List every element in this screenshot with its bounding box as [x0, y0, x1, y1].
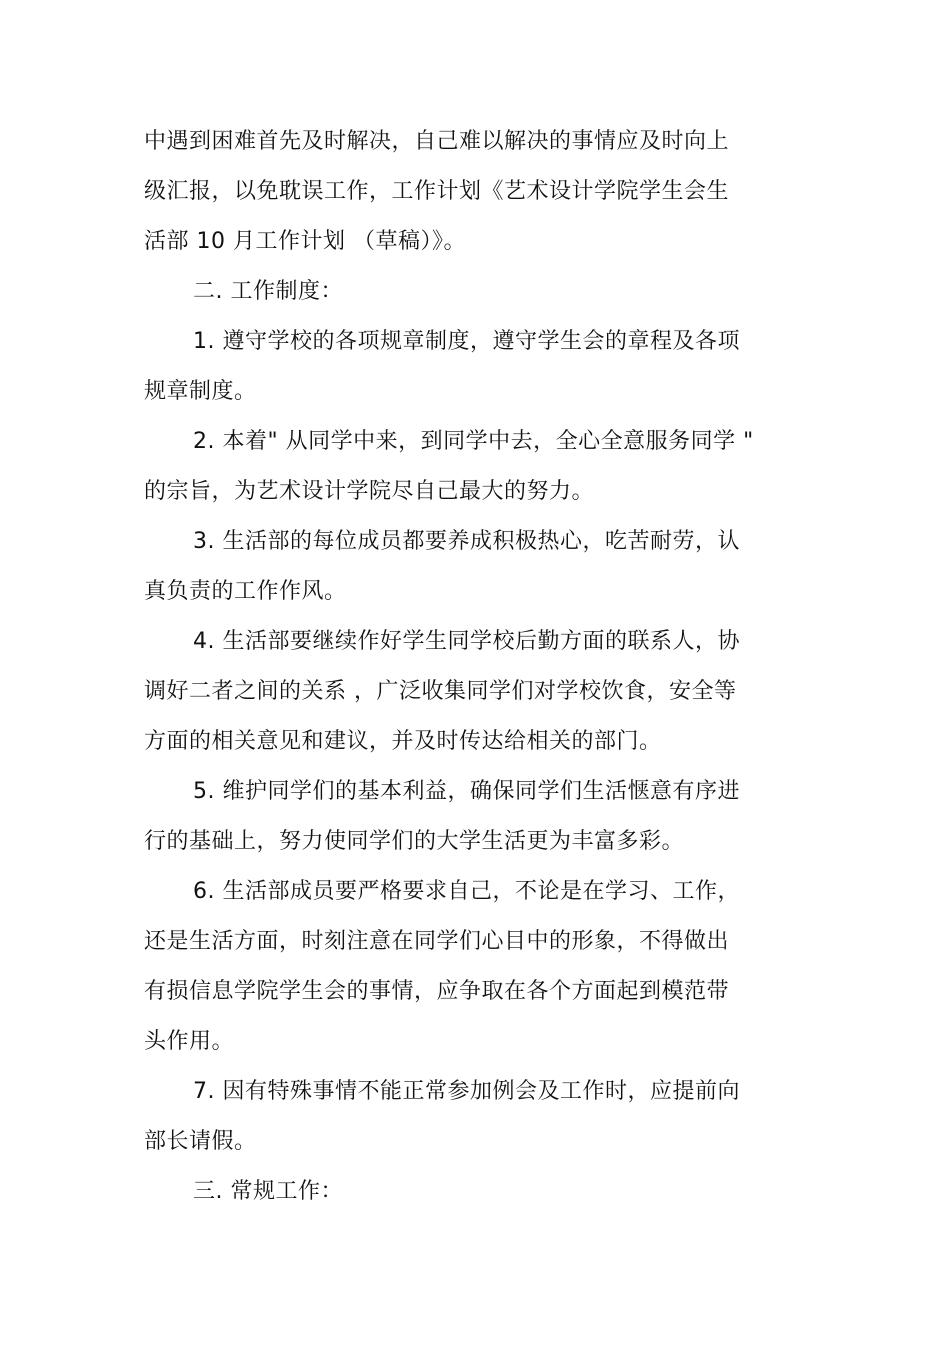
- section-heading: 三. 常规工作：: [193, 1179, 343, 1204]
- list-item-line: 7. 因有特殊事情不能正常参加例会及工作时，应提前向: [193, 1079, 740, 1104]
- paragraph-line: 活部 10 月工作计划 （草稿）》。: [144, 229, 466, 254]
- list-item-line: 真负责的工作作风。: [144, 579, 347, 604]
- list-item-line: 5. 维护同学们的基本利益，确保同学们生活惬意有序进: [193, 779, 740, 804]
- section-heading: 二. 工作制度：: [193, 279, 343, 304]
- paragraph-line: 中遇到困难首先及时解决，自己难以解决的事情应及时向上: [144, 129, 730, 154]
- list-item-line: 规章制度。: [144, 379, 257, 404]
- list-item-line: 行的基础上，努力使同学们的大学生活更为丰富多彩。: [144, 829, 685, 854]
- list-item-line: 的宗旨，为艺术设计学院尽自己最大的努力。: [144, 479, 595, 504]
- list-item-line: 部长请假。: [144, 1129, 257, 1154]
- list-item-line: 6. 生活部成员要严格要求自己，不论是在学习、工作，: [193, 879, 740, 904]
- list-item-line: 1. 遵守学校的各项规章制度，遵守学生会的章程及各项: [193, 329, 740, 354]
- list-item-line: 还是生活方面，时刻注意在同学们心目中的形象，不得做出: [144, 929, 730, 954]
- list-item-line: 2. 本着" 从同学中来，到同学中去，全心全意服务同学 ": [193, 429, 754, 454]
- list-item-line: 3. 生活部的每位成员都要养成积极热心，吃苦耐劳，认: [193, 529, 740, 554]
- list-item-line: 调好二者之间的关系 ，广泛收集同学们对学校饮食，安全等: [144, 679, 737, 704]
- list-item-line: 有损信息学院学生会的事情，应争取在各个方面起到模范带: [144, 979, 730, 1004]
- list-item-line: 头作用。: [144, 1029, 235, 1054]
- list-item-line: 方面的相关意见和建议，并及时传达给相关的部门。: [144, 729, 662, 754]
- paragraph-line: 级汇报，以免耽误工作，工作计划《艺术设计学院学生会生: [144, 179, 730, 204]
- list-item-line: 4. 生活部要继续作好学生同学校后勤方面的联系人，协: [193, 629, 740, 654]
